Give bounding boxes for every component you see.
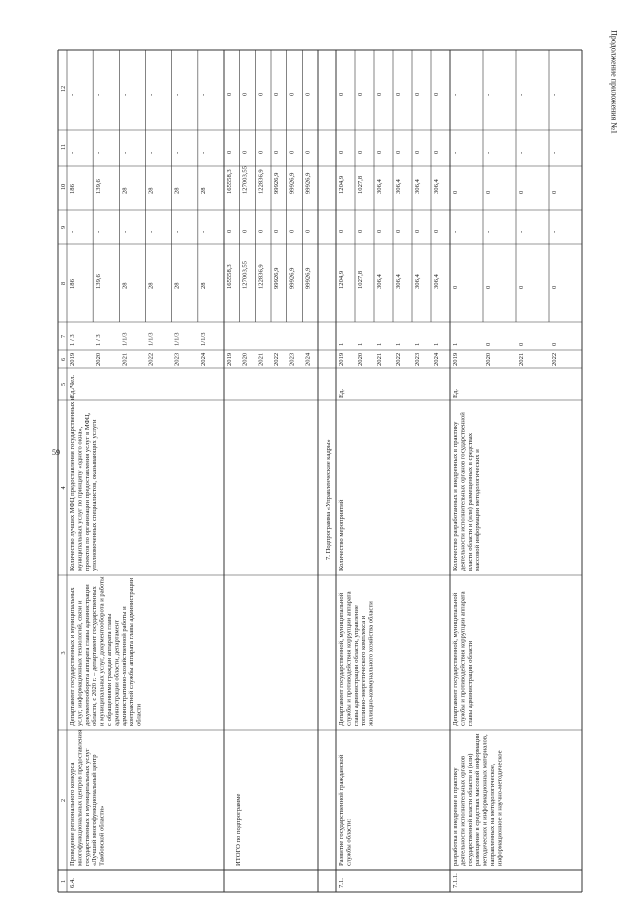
total-value-11: 0 xyxy=(241,150,249,154)
total-value-9: 0 xyxy=(226,229,233,233)
row-6-4-value-8: 139,6 xyxy=(95,274,103,289)
row-7-1-1-value-12: - xyxy=(518,93,525,96)
total-value-8: 99926,9 xyxy=(304,267,312,289)
column-number: 5 xyxy=(60,382,67,386)
column-number: 3 xyxy=(60,651,67,655)
row-7-1-1-value-9: - xyxy=(485,230,492,233)
row-7-1-value-12: 0 xyxy=(414,92,421,96)
total-value-9: 0 xyxy=(257,229,265,233)
row-7-1-year: 2019 xyxy=(338,352,345,366)
row-7-1-value-8: 306,4 xyxy=(376,274,383,289)
row-6-4-value-10: 28 xyxy=(199,187,207,194)
row-7-1-value-8: 306,4 xyxy=(395,274,402,289)
total-value-10: 99926,9 xyxy=(304,172,312,194)
column-number: 9 xyxy=(60,225,67,229)
row-7-1-1-year: 2021 xyxy=(518,352,525,366)
row-6-4-value-8: 186 xyxy=(69,279,76,289)
total-value-10: 165558,3 xyxy=(226,169,233,194)
row-7-1-1-value-8: 0 xyxy=(452,285,459,289)
row-7-1-value-8: 306,4 xyxy=(414,274,421,289)
row-6-4-plan: 1 / 3 xyxy=(69,334,76,346)
row-6-4-value-11: - xyxy=(121,151,129,154)
row-6-4-value-12: - xyxy=(173,93,181,96)
row-7-1-1-value-12: - xyxy=(452,93,459,96)
row-6-4-value-9: - xyxy=(173,230,181,233)
row-6-4-year: 2024 xyxy=(199,352,207,366)
row-7-1-value-10: 306,4 xyxy=(376,179,383,194)
row-6-4-year: 2021 xyxy=(121,352,129,366)
total-value-8: 127003,55 xyxy=(241,260,249,289)
row-7-1-1-value-8: 0 xyxy=(551,285,558,289)
row-6-4-year: 2019 xyxy=(69,352,76,366)
row-7-1-value-12: 0 xyxy=(357,92,364,96)
row-7-1-1-value-10: 0 xyxy=(452,190,459,194)
row-6-4-value-8: 28 xyxy=(199,282,207,289)
total-value-10: 99926,9 xyxy=(288,172,296,194)
row-7-1-value-9: 0 xyxy=(395,229,402,233)
row-7-1-value-12: 0 xyxy=(433,92,440,96)
row-6-4-value-9: - xyxy=(95,230,103,233)
row-7-1-1-year: 2022 xyxy=(551,352,558,366)
total-label: ИТОГО по подпрограмме xyxy=(235,793,242,866)
row-7-1-unit: Ед. xyxy=(338,388,345,398)
section-title: 7. Подпрограмма «Управленческие кадры» xyxy=(325,439,332,560)
total-year: 2020 xyxy=(241,352,249,366)
row-6-4-value-10: 28 xyxy=(147,187,155,194)
column-number: 1 xyxy=(60,879,67,883)
total-value-10: 99926,9 xyxy=(273,172,280,194)
total-value-11: 0 xyxy=(226,150,233,154)
row-6-4-value-12: - xyxy=(147,93,155,96)
row-7-1-num: 7.1. xyxy=(338,878,345,888)
total-value-11: 0 xyxy=(273,150,280,154)
total-value-9: 0 xyxy=(304,229,312,233)
row-7-1-year: 2020 xyxy=(357,352,364,366)
column-number: 2 xyxy=(60,798,67,802)
row-7-1-plan: 1 xyxy=(433,342,440,346)
row-6-4-value-12: - xyxy=(199,93,207,96)
total-value-8: 165558,3 xyxy=(226,264,233,289)
row-7-1-1-plan: 0 xyxy=(485,342,492,346)
row-7-1-value-11: 0 xyxy=(376,150,383,154)
row-7-1-value-8: 1027,8 xyxy=(357,270,364,289)
row-7-1-1-year: 2019 xyxy=(452,352,459,366)
row-7-1-1-executor: Департамент государственной, муниципальнойслужбы и противодействия коррупции аппаратаглавы администрации области xyxy=(452,591,474,726)
row-6-4-value-11: - xyxy=(95,151,103,154)
row-6-4-value-10: 28 xyxy=(173,187,181,194)
total-value-8: 99926,9 xyxy=(273,267,280,289)
total-value-8: 122836,9 xyxy=(257,264,265,289)
row-6-4-value-8: 28 xyxy=(121,282,129,289)
row-7-1-1-value-11: - xyxy=(452,151,459,154)
row-6-4-value-8: 28 xyxy=(173,282,181,289)
total-year: 2024 xyxy=(304,352,312,366)
row-7-1-1-year: 2020 xyxy=(485,352,492,366)
column-number: 12 xyxy=(60,85,67,92)
row-7-1-plan: 1 xyxy=(357,342,364,346)
total-value-12: 0 xyxy=(241,92,249,96)
row-6-4-value-11: - xyxy=(199,151,207,154)
row-7-1-1-value-9: - xyxy=(452,230,459,233)
row-7-1-value-12: 0 xyxy=(338,92,345,96)
row-7-1-1-value-9: - xyxy=(551,230,558,233)
total-value-9: 0 xyxy=(288,229,296,233)
row-6-4-num: 6.4. xyxy=(69,878,76,888)
row-7-1-1-value-11: - xyxy=(485,151,492,154)
total-value-11: 0 xyxy=(304,150,312,154)
row-7-1-1-plan: 1 xyxy=(452,342,459,346)
row-7-1-1-value-9: - xyxy=(518,230,525,233)
row-6-4-year: 2020 xyxy=(95,352,103,366)
row-7-1-value-9: 0 xyxy=(357,229,364,233)
row-7-1-name: Развитие государственной гражданскойслужбы области: xyxy=(338,754,353,866)
row-7-1-1-indicator: Количество разработанных и внедренных в практикудеятельности исполнительных органов государственнойвласти области и (или) размещенных в средствахмассовой информации методологических и xyxy=(452,412,482,571)
total-year: 2019 xyxy=(226,352,233,366)
row-6-4-year: 2022 xyxy=(147,352,155,366)
row-6-4-executor: Департамент государственных и муниципальныхуслуг, информационных технологий, связи идокументооборота аппарата главы администрацииобласти, с 2020 г. – департамент государственныхи муниципальных услуг, документооборота и работыс обращениями граждан аппарата главыадминистрации области, департаментадминистративно-хозяйственной работы иконтрактной службы аппарата главы администрацииобласти xyxy=(69,576,143,726)
row-6-4-value-9: - xyxy=(121,230,129,233)
row-6-4-value-9: - xyxy=(69,230,76,233)
row-7-1-value-9: 0 xyxy=(414,229,421,233)
row-6-4-plan: 1/1/3 xyxy=(147,332,155,346)
row-7-1-plan: 1 xyxy=(414,342,421,346)
column-number: 11 xyxy=(60,144,67,150)
total-value-12: 0 xyxy=(304,92,312,96)
column-number: 7 xyxy=(60,334,67,338)
row-6-4-plan: 1/1/3 xyxy=(199,332,207,346)
row-7-1-1-value-10: 0 xyxy=(518,190,525,194)
column-number: 4 xyxy=(60,486,67,490)
row-7-1-value-10: 306,4 xyxy=(433,179,440,194)
row-7-1-value-8: 306,4 xyxy=(433,274,440,289)
row-6-4-year: 2023 xyxy=(173,352,181,366)
total-value-12: 0 xyxy=(288,92,296,96)
total-year: 2021 xyxy=(257,352,265,366)
total-value-10: 122836,9 xyxy=(257,169,265,194)
row-7-1-1-name: разработка и внедрение в практикудеятельности исполнительных органовгосударственной власти области и (или)размещение в средствах массовой информацииметодических и информационных материалов,направленных на методологическое,информационное и научно-методическое xyxy=(452,733,504,866)
row-6-4-value-10: 186 xyxy=(69,184,76,194)
row-7-1-value-9: 0 xyxy=(433,229,440,233)
row-6-4-value-12: - xyxy=(69,93,76,96)
row-7-1-value-11: 0 xyxy=(433,150,440,154)
row-6-4-value-10: 139,6 xyxy=(95,179,103,194)
row-7-1-1-value-10: 0 xyxy=(551,190,558,194)
row-6-4-value-10: 28 xyxy=(121,187,129,194)
row-7-1-value-9: 0 xyxy=(338,229,345,233)
row-7-1-value-10: 1027,8 xyxy=(357,175,364,194)
row-7-1-1-num: 7.1.1. xyxy=(452,873,459,888)
row-7-1-value-10: 306,4 xyxy=(414,179,421,194)
row-6-4-value-9: - xyxy=(147,230,155,233)
row-6-4-unit: Ед./Чел. xyxy=(69,374,76,398)
row-7-1-plan: 1 xyxy=(395,342,402,346)
row-7-1-1-plan: 0 xyxy=(518,342,525,346)
row-7-1-1-unit: Ед. xyxy=(452,388,459,398)
row-7-1-value-11: 0 xyxy=(395,150,402,154)
total-value-8: 99926,9 xyxy=(288,267,296,289)
row-7-1-1-value-8: 0 xyxy=(518,285,525,289)
total-value-11: 0 xyxy=(288,150,296,154)
row-6-4-value-11: - xyxy=(69,151,76,154)
total-value-9: 0 xyxy=(241,229,249,233)
row-7-1-executor: Департамент государственной, муниципальнойслужбы и противодействия коррупции аппаратаглавы администрации области, управлениетопливно-энергетического комплекса ижилищно-коммунального хозяйства области xyxy=(338,591,375,726)
row-6-4-value-11: - xyxy=(173,151,181,154)
row-7-1-year: 2022 xyxy=(395,352,402,366)
row-7-1-1-value-12: - xyxy=(551,93,558,96)
row-7-1-1-value-12: - xyxy=(485,93,492,96)
row-7-1-value-10: 306,4 xyxy=(395,179,402,194)
row-6-4-plan: 1/1/3 xyxy=(173,332,181,346)
row-6-4-plan: 1 / 3 xyxy=(95,334,103,346)
total-year: 2022 xyxy=(273,352,280,366)
column-number: 8 xyxy=(60,281,67,285)
row-7-1-value-11: 0 xyxy=(357,150,364,154)
total-value-12: 0 xyxy=(226,92,233,96)
row-7-1-value-10: 1204,9 xyxy=(338,175,345,194)
row-7-1-value-12: 0 xyxy=(395,92,402,96)
total-value-12: 0 xyxy=(273,92,280,96)
row-6-4-name: Проведение регионального конкурсамногофункциональных центров предоставлениягосударственных и муниципальных услуг«Лучший многофункциональный центрТамбовской области» xyxy=(69,730,106,866)
row-6-4-value-12: - xyxy=(95,93,103,96)
row-6-4-plan: 1/1/3 xyxy=(121,332,129,346)
row-6-4-value-11: - xyxy=(147,151,155,154)
total-value-11: 0 xyxy=(257,150,265,154)
total-value-9: 0 xyxy=(273,229,280,233)
row-7-1-value-11: 0 xyxy=(414,150,421,154)
page-number: 59 xyxy=(52,448,60,457)
row-6-4-indicator: Количество лучших МФЦ предоставления государственных имуниципальных услуг по принципу «одного окна»,проектов по организации предоставления услуг в МФЦ,уполномоченных специалистов, оказывающих услуги xyxy=(69,396,99,571)
row-7-1-indicator: Количество мероприятий xyxy=(338,499,345,571)
appendix-label: Продолжение приложения №1 xyxy=(609,30,619,134)
row-7-1-year: 2021 xyxy=(376,352,383,366)
column-number: 10 xyxy=(60,183,67,190)
row-7-1-1-value-11: - xyxy=(551,151,558,154)
row-7-1-year: 2023 xyxy=(414,352,421,366)
row-7-1-plan: 1 xyxy=(376,342,383,346)
row-7-1-1-plan: 0 xyxy=(551,342,558,346)
total-value-10: 127003,55 xyxy=(241,165,249,194)
row-7-1-value-8: 1204,9 xyxy=(338,270,345,289)
column-number: 6 xyxy=(60,357,67,361)
row-7-1-1-value-11: - xyxy=(518,151,525,154)
row-7-1-value-9: 0 xyxy=(376,229,383,233)
total-value-12: 0 xyxy=(257,92,265,96)
row-7-1-value-11: 0 xyxy=(338,150,345,154)
row-6-4-value-8: 28 xyxy=(147,282,155,289)
row-7-1-1-value-8: 0 xyxy=(485,285,492,289)
row-6-4-value-12: - xyxy=(121,93,129,96)
total-year: 2023 xyxy=(288,352,296,366)
row-7-1-1-value-10: 0 xyxy=(485,190,492,194)
row-6-4-value-9: - xyxy=(199,230,207,233)
row-7-1-plan: 1 xyxy=(338,342,345,346)
row-7-1-year: 2024 xyxy=(433,352,440,366)
row-7-1-value-12: 0 xyxy=(376,92,383,96)
